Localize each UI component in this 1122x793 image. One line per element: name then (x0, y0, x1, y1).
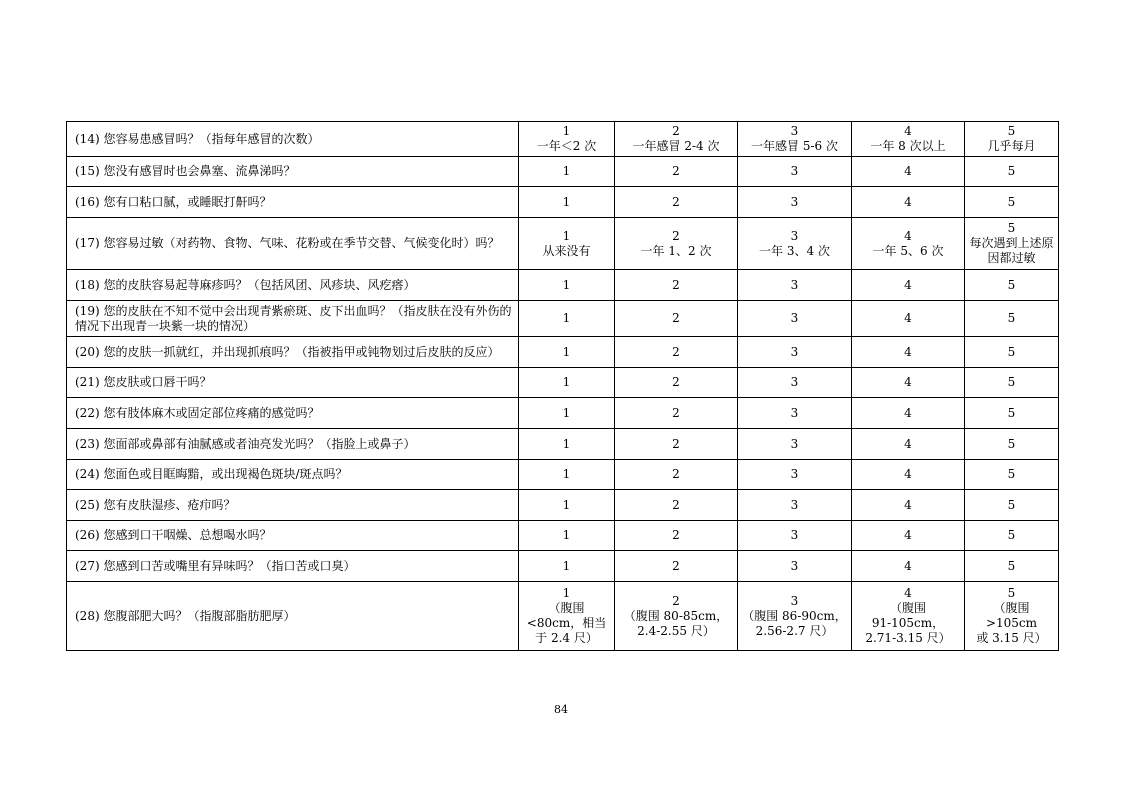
option-cell: 4 一年 5、6 次 (852, 218, 965, 270)
option-cell: 2 (615, 337, 738, 368)
question-cell: (25) 您有皮肤湿疹、疮疖吗？ (67, 490, 519, 521)
table-row (67, 521, 1059, 551)
option-cell: 3 （腹围 86-90cm， 2.56-2.7 尺） (738, 582, 852, 651)
option-cell: 5 (965, 398, 1059, 429)
table-row (67, 582, 1059, 651)
table-row (67, 122, 1059, 157)
question-cell: (15) 您没有感冒时也会鼻塞、流鼻涕吗？ (67, 157, 519, 187)
option-cell: 2 (615, 460, 738, 490)
option-cell: 4 (852, 460, 965, 490)
table-row (67, 301, 1059, 337)
option-cell: 3 (738, 368, 852, 398)
table-row (67, 337, 1059, 368)
option-cell: 4 (852, 187, 965, 218)
option-cell: 3 一年感冒 5-6 次 (738, 122, 852, 157)
option-cell: 1 (519, 521, 615, 551)
option-cell: 1 一年＜2 次 (519, 122, 615, 157)
option-cell: 2 (615, 187, 738, 218)
option-cell: 5 (965, 551, 1059, 582)
option-cell: 2 (615, 490, 738, 521)
option-cell: 2 (615, 157, 738, 187)
option-cell: 3 (738, 460, 852, 490)
option-cell: 1 (519, 429, 615, 460)
page-number: 84 (554, 703, 568, 716)
option-cell: 2 (615, 301, 738, 337)
question-cell: (24) 您面色或目眶晦黯，或出现褐色斑块/斑点吗？ (67, 460, 519, 490)
option-cell: 1 从来没有 (519, 218, 615, 270)
table-row (67, 218, 1059, 270)
option-cell: 5 (965, 490, 1059, 521)
question-cell: (26) 您感到口干咽燥、总想喝水吗？ (67, 521, 519, 551)
question-cell: (27) 您感到口苦或嘴里有异味吗？（指口苦或口臭） (67, 551, 519, 582)
table-row (67, 490, 1059, 521)
option-cell: 1 (519, 551, 615, 582)
option-cell: 2 (615, 429, 738, 460)
question-cell: (21) 您皮肤或口唇干吗？ (67, 368, 519, 398)
option-cell: 4 (852, 270, 965, 301)
question-cell: (14) 您容易患感冒吗？（指每年感冒的次数） (67, 122, 519, 157)
option-cell: 1 (519, 460, 615, 490)
option-cell: 1 (519, 270, 615, 301)
option-cell: 4 (852, 490, 965, 521)
option-cell: 1 (519, 337, 615, 368)
option-cell: 4 (852, 521, 965, 551)
option-cell: 4 一年 8 次以上 (852, 122, 965, 157)
question-cell: (28) 您腹部肥大吗？（指腹部脂肪肥厚） (67, 582, 519, 651)
option-cell: 3 (738, 187, 852, 218)
option-cell: 5 (965, 429, 1059, 460)
option-cell: 3 (738, 301, 852, 337)
option-cell: 4 (852, 551, 965, 582)
option-cell: 5 (965, 270, 1059, 301)
option-cell: 4 （腹围 91-105cm， 2.71-3.15 尺） (852, 582, 965, 651)
option-cell: 5 (965, 187, 1059, 218)
option-cell: 3 (738, 490, 852, 521)
option-cell: 4 (852, 398, 965, 429)
option-cell: 2 一年感冒 2-4 次 (615, 122, 738, 157)
option-cell: 2 （腹围 80-85cm， 2.4-2.55 尺） (615, 582, 738, 651)
table-row (67, 551, 1059, 582)
option-cell: 3 (738, 429, 852, 460)
question-cell: (23) 您面部或鼻部有油腻感或者油亮发光吗？（指脸上或鼻子） (67, 429, 519, 460)
option-cell: 5 (965, 157, 1059, 187)
option-cell: 1 (519, 368, 615, 398)
option-cell: 3 (738, 270, 852, 301)
table-row (67, 429, 1059, 460)
table-row (67, 157, 1059, 187)
table-row (67, 398, 1059, 429)
option-cell: 1 (519, 157, 615, 187)
option-cell: 2 (615, 551, 738, 582)
option-cell: 5 (965, 368, 1059, 398)
question-cell: (18) 您的皮肤容易起荨麻疹吗？（包括风团、风疹块、风疙瘩） (67, 270, 519, 301)
table-row (67, 368, 1059, 398)
option-cell: 5 (965, 521, 1059, 551)
option-cell: 1 (519, 187, 615, 218)
option-cell: 2 (615, 368, 738, 398)
questionnaire-table (66, 121, 1059, 651)
option-cell: 2 (615, 270, 738, 301)
table-row (67, 270, 1059, 301)
option-cell: 5 每次遇到上述原因都过敏 (965, 218, 1059, 270)
option-cell: 3 (738, 157, 852, 187)
option-cell: 3 (738, 398, 852, 429)
option-cell: 2 (615, 398, 738, 429)
question-cell: (17) 您容易过敏（对药物、食物、气味、花粉或在季节交替、气候变化时）吗？ (67, 218, 519, 270)
option-cell: 3 (738, 551, 852, 582)
option-cell: 5 (965, 337, 1059, 368)
option-cell: 5 （腹围>105cm 或 3.15 尺） (965, 582, 1059, 651)
option-cell: 5 (965, 460, 1059, 490)
option-cell: 4 (852, 337, 965, 368)
option-cell: 5 几乎每月 (965, 122, 1059, 157)
option-cell: 3 (738, 337, 852, 368)
option-cell: 1 (519, 398, 615, 429)
option-cell: 4 (852, 429, 965, 460)
option-cell: 3 一年 3、4 次 (738, 218, 852, 270)
option-cell: 4 (852, 368, 965, 398)
question-cell: (16) 您有口粘口腻，或睡眠打鼾吗？ (67, 187, 519, 218)
option-cell: 1 (519, 490, 615, 521)
question-cell: (20) 您的皮肤一抓就红，并出现抓痕吗？（指被指甲或钝物划过后皮肤的反应） (67, 337, 519, 368)
table-row (67, 187, 1059, 218)
option-cell: 1 (519, 301, 615, 337)
question-cell: (22) 您有肢体麻木或固定部位疼痛的感觉吗？ (67, 398, 519, 429)
option-cell: 5 (965, 301, 1059, 337)
option-cell: 2 (615, 521, 738, 551)
option-cell: 4 (852, 301, 965, 337)
question-cell: (19) 您的皮肤在不知不觉中会出现青紫瘀斑、皮下出血吗？（指皮肤在没有外伤的情况下出现青一块紫一块的情况） (67, 301, 519, 337)
table-row (67, 460, 1059, 490)
option-cell: 1 （腹围 <80cm，相当于 2.4 尺） (519, 582, 615, 651)
option-cell: 4 (852, 157, 965, 187)
option-cell: 2 一年 1、2 次 (615, 218, 738, 270)
option-cell: 3 (738, 521, 852, 551)
